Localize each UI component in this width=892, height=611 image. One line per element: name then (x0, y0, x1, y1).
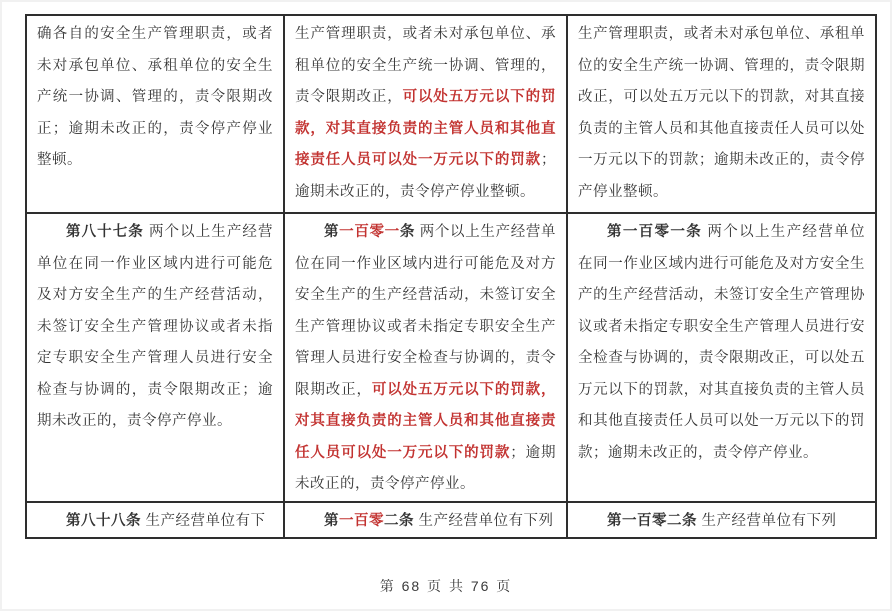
text-run: 生产经营单位有下列 (697, 512, 837, 529)
paragraph (37, 217, 273, 438)
paragraph (37, 19, 273, 177)
paragraph (578, 19, 865, 208)
text-run: 两个以上生产经营单位在同一作业区域内进行可能危及对方安全生产的生产经营活动，未签订安全生产管理协议或者未指定专职安全生产管理人员进行安全检查与协调的，责令限期改正；逾期未改正的，责令停产停业。 (37, 224, 273, 429)
paragraph (578, 217, 865, 469)
paragraph (295, 217, 556, 501)
article-number: 二条 (384, 512, 414, 529)
paragraph (578, 506, 865, 538)
paragraph (295, 19, 556, 208)
cell-row1-col0 (26, 213, 284, 502)
text-run: 生产管理职责，或者未对承包单位、承租单位的安全生产统一协调、管理的，责令限期改正，可以处五万元以下的罚款，对其直接负责的主管人员和其他直接责任人员可以处一万元以下的罚款；逾期未改正的，责令停产停业整顿。 (578, 26, 865, 200)
paragraph (295, 506, 556, 538)
cell-row0-col2 (567, 15, 876, 213)
text-run-highlighted: 可以处五万元以下的罚款，对其直接负责的主管人员和其他直接责任人员可以处一万元以下的罚款 (295, 89, 556, 168)
table-row (26, 213, 876, 502)
article-number: 第八十七条 (66, 224, 144, 240)
text-run: 确各自的安全生产管理职责，或者未对承包单位、承租单位的安全生产统一协调、管理的，责令限期改正；逾期未改正的，责令停产停业整顿。 (37, 26, 273, 168)
article-number: 第 (324, 512, 339, 529)
article-number: 第八十八条 (66, 512, 141, 529)
table-row (26, 15, 876, 213)
cell-row0-col0 (26, 15, 284, 213)
article-number-highlighted: 一百零 (339, 512, 384, 529)
text-run: ；逾期未改正的，责令停产停业。 (295, 444, 556, 492)
cell-row1-col2 (567, 213, 876, 502)
article-number: 第 (324, 224, 340, 240)
article-number: 第一百零二条 (607, 512, 697, 529)
article-number-highlighted: 一百零一 (339, 224, 400, 240)
cell-row1-col1 (284, 213, 567, 502)
law-comparison-table (25, 14, 877, 539)
text-run: 两个以上生产经营单位在同一作业区域内进行可能危及对方安全生产的生产经营活动，未签订安全生产管理协议或者未指定专职安全生产管理人员进行安全检查与协调的，责令限期改正，可以处五万元以下的罚款，对其直接负责的主管人员和其他直接责任人员可以处一万元以下的罚款；逾期未改正的，责令停产停业。 (578, 224, 866, 461)
text-run-highlighted: 可以处五万元以下的罚款，对其直接负责的主管人员和其他直接责任人员可以处一万元以下的罚款 (295, 381, 556, 461)
text-run: ；逾期未改正的，责令停产停业整顿。 (295, 152, 556, 200)
page-footer: 第 68 页 共 76 页 (379, 578, 513, 594)
cell-row0-col1 (284, 15, 567, 213)
text-run: 生产经营单位有下列 (414, 512, 554, 529)
text-run: 两个以上生产经营单位在同一作业区域内进行可能危及对方安全生产的生产经营活动，未签订安全生产管理协议或者未指定专职安全生产管理人员进行安全检查与协调的，责令限期改正， (295, 224, 557, 398)
cell-row2-col0 (26, 502, 284, 539)
article-number: 第一百零一条 (607, 224, 703, 240)
text-run: 生产管理职责，或者未对承包单位、承租单位的安全生产统一协调、管理的，责令限期改正， (295, 26, 556, 105)
text-run: 生产经营单位有下 (141, 512, 266, 529)
cell-row2-col1 (284, 502, 567, 539)
paragraph (37, 506, 273, 538)
table-row (26, 502, 876, 539)
cell-row2-col2 (567, 502, 876, 539)
article-number: 条 (399, 224, 416, 240)
